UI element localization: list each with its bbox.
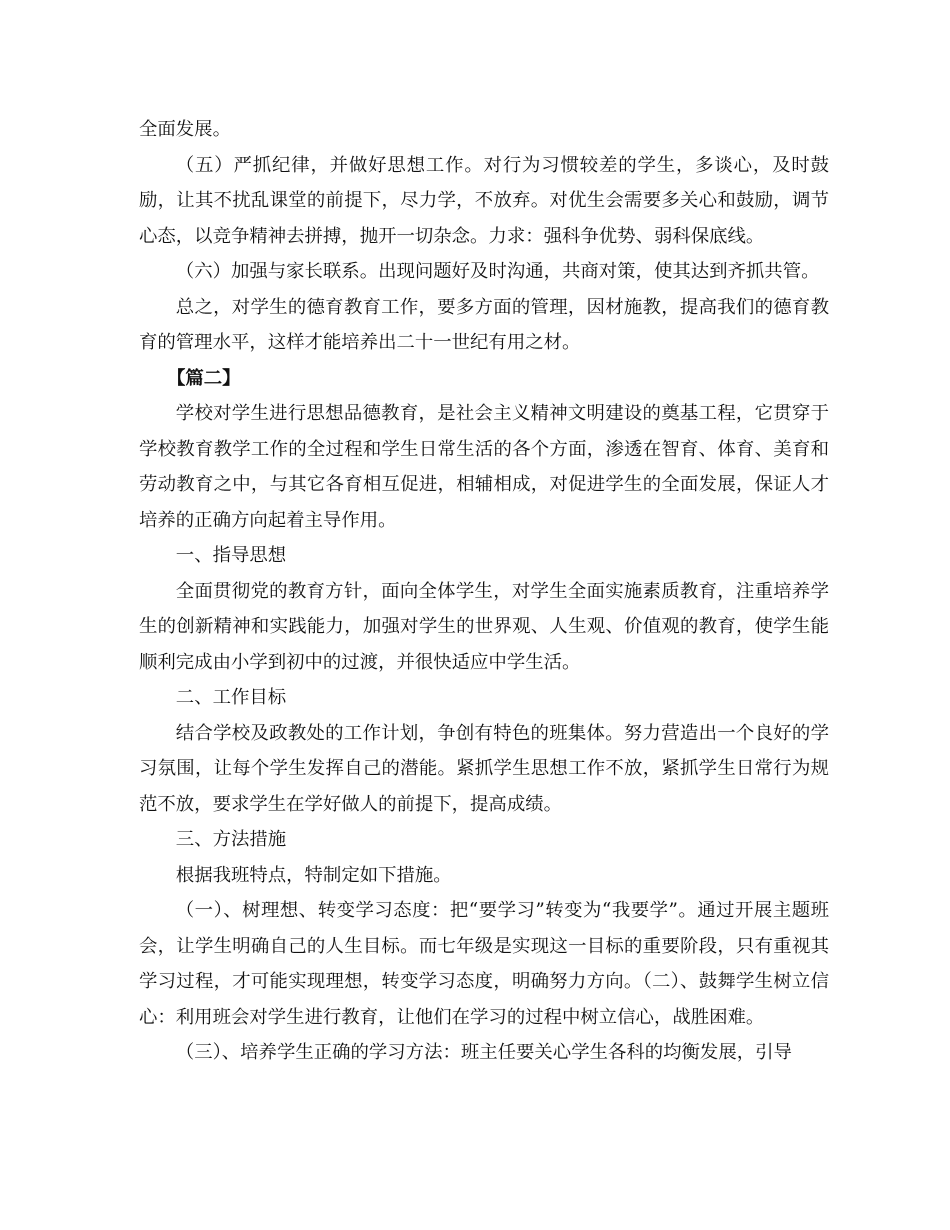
paragraph: （三）、培养学生正确的学习方法：班主任要关心学生各科的均衡发展，引导 [175, 1042, 792, 1063]
paragraph: 总之，对学生的德育教育工作，要多方面的管理，因材施教，提高我们的德育教育的管理水平，这样才能培养出二十一世纪有用之材。 [139, 296, 829, 353]
paragraph: 根据我班特点，特制定如下措施。 [175, 864, 452, 886]
paragraph: 全面贯彻党的教育方针，面向全体学生，对学生全面实施素质教育，注重培养学生的创新精神和实践能力，加强对学生的世界观、人生观、价值观的教育，使学生能顺利完成由小学到初中的过渡，并很快适应中学生活。 [139, 580, 829, 673]
paragraph: 学校对学生进行思想品德教育，是社会主义精神文明建设的奠基工程，它贯穿于学校教育教学工作的全过程和学生日常生活的各个方面，渗透在智育、体育、美育和劳动教育之中，与其它各育相互促进，相辅相成，对促进学生的全面发展，保证人才培养的正确方向起着主导作用。 [139, 403, 829, 531]
paragraph: 全面发展。 [139, 119, 231, 140]
paragraph: （六）加强与家长联系。出现问题好及时沟通，共商对策，使其达到齐抓共管。 [175, 261, 820, 282]
subsection-heading: 一、指导思想 [175, 545, 287, 566]
paragraph: （一）、树理想、转变学习态度：把“要学习”转变为“我要学”。通过开展主题班会，让学生明确自己的人生目标。而七年级是实现这一目标的重要阶段，只有重视其学习过程，才可能实现理想，转变学习态度，明确努力方向。（二）、鼓舞学生树立信心：利用班会对学生进行教育，让他们在学习的过程中树立信心，战胜困难。 [139, 900, 829, 1028]
subsection-heading: 三、方法措施 [175, 829, 287, 850]
section-heading: 【篇二】 [167, 367, 241, 389]
paragraph: （五）严抓纪律，并做好思想工作。对行为习惯较差的学生，多谈心，及时鼓励，让其不扰乱课堂的前提下，尽力学，不放弃。对优生会需要多关心和鼓励，调节心态，以竞争精神去拼搏，抛开一切杂念。力求：强科争优势、弱科保底线。 [139, 154, 829, 247]
document-body [139, 112, 829, 1071]
paragraph: 结合学校及政教处的工作计划，争创有特色的班集体。努力营造出一个良好的学习氛围，让每个学生发挥自己的潜能。紧抓学生思想工作不放，紧抓学生日常行为规范不放，要求学生在学好做人的前提下，提高成绩。 [139, 722, 829, 815]
subsection-heading: 二、工作目标 [175, 687, 287, 708]
